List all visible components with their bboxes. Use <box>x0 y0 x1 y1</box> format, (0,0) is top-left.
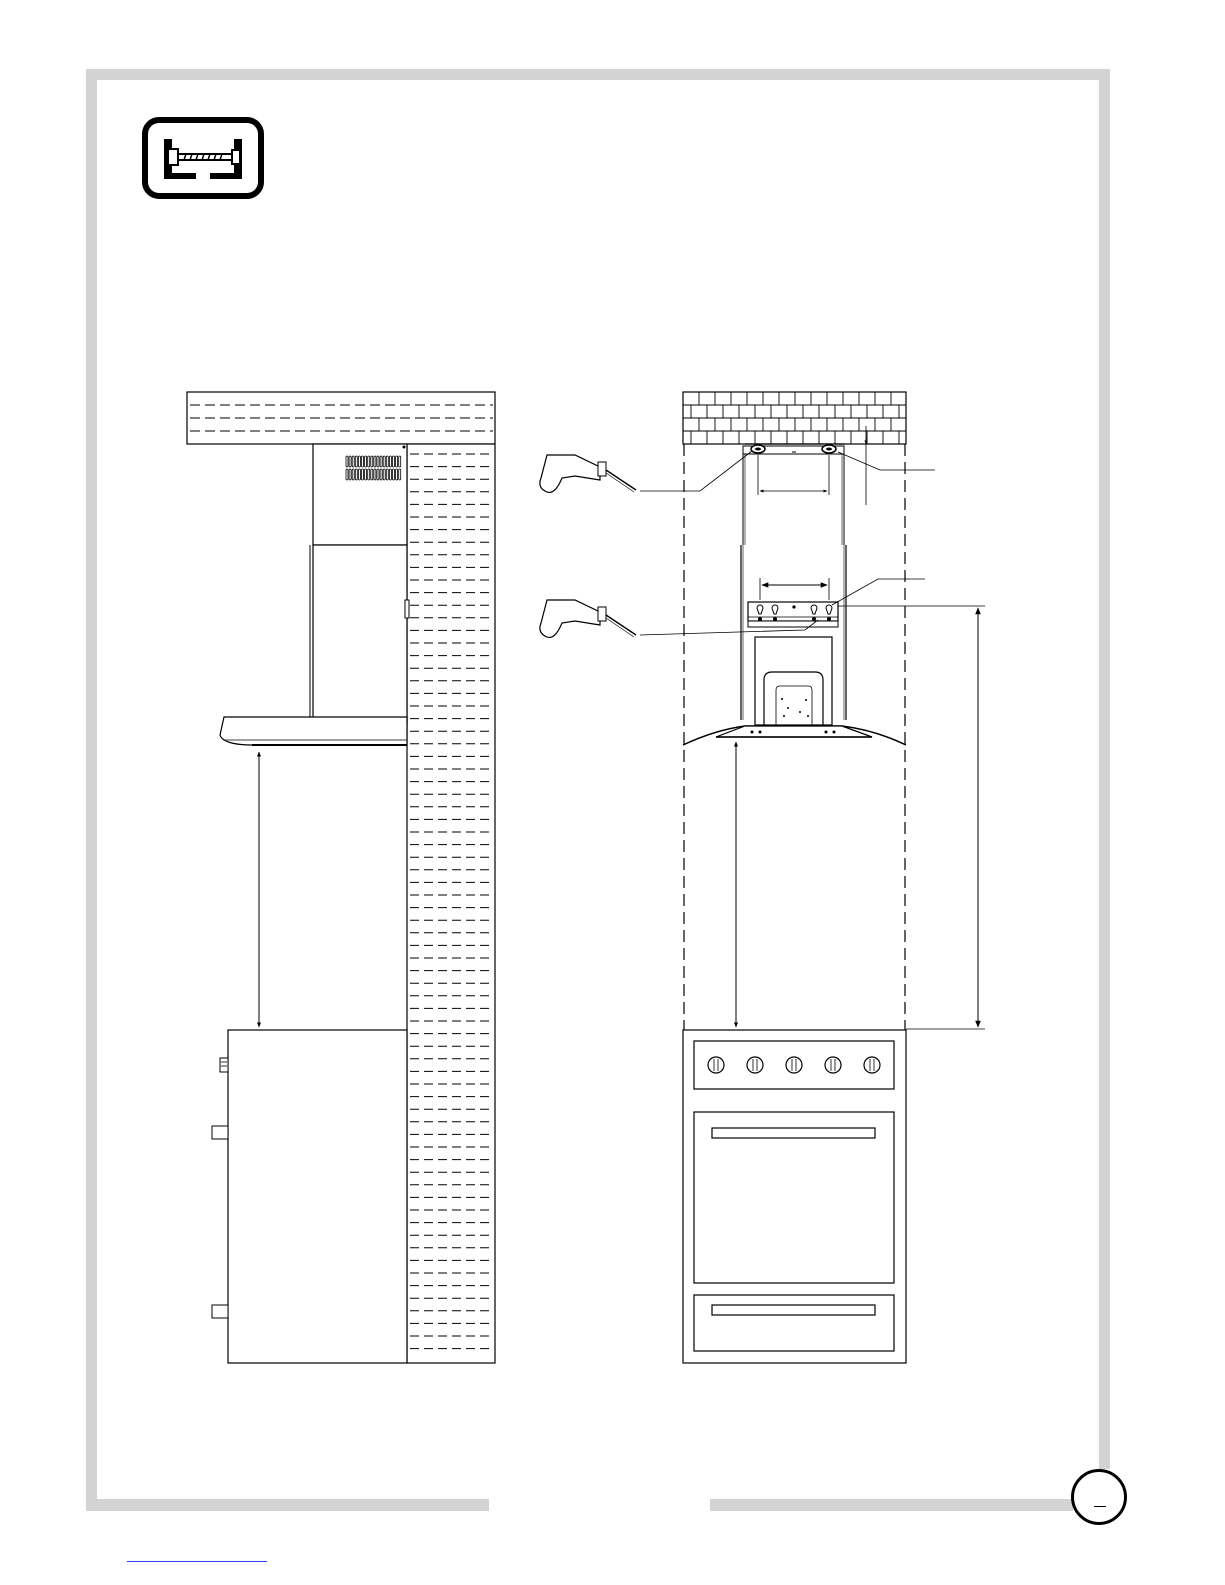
dimension-wall-hole-spacing <box>760 578 829 600</box>
canopy-side <box>220 717 407 745</box>
front-elevation <box>540 392 985 1363</box>
motor-housing <box>755 637 832 725</box>
wall-hatched <box>407 444 495 1363</box>
wall-bracket <box>748 602 838 627</box>
brick-ceiling <box>683 392 906 444</box>
burner-knob <box>708 1057 724 1073</box>
side-elevation <box>187 392 495 1363</box>
drawer <box>694 1295 894 1351</box>
page-number-badge <box>1071 1469 1127 1525</box>
burner-knob <box>747 1057 763 1073</box>
burner-knob <box>825 1057 841 1073</box>
burner-knob <box>786 1057 802 1073</box>
dimension-bracket-height <box>838 606 985 1029</box>
footer-link[interactable] <box>127 1561 267 1562</box>
canopy-front <box>683 726 906 745</box>
ceiling-bracket-callout <box>838 452 935 470</box>
page-number-underline <box>1094 1506 1106 1507</box>
range-side <box>212 1030 407 1363</box>
burner-knob <box>864 1057 880 1073</box>
dimension-ceiling-hole-spacing <box>758 455 829 495</box>
ceiling-bracket <box>743 445 844 454</box>
drawer-handle <box>712 1305 875 1315</box>
chimney-lower-side <box>313 545 407 725</box>
power-drill-icon <box>540 451 752 492</box>
range-front <box>683 1030 906 1363</box>
oven-handle <box>712 1128 875 1138</box>
ceiling-slab <box>187 392 495 444</box>
